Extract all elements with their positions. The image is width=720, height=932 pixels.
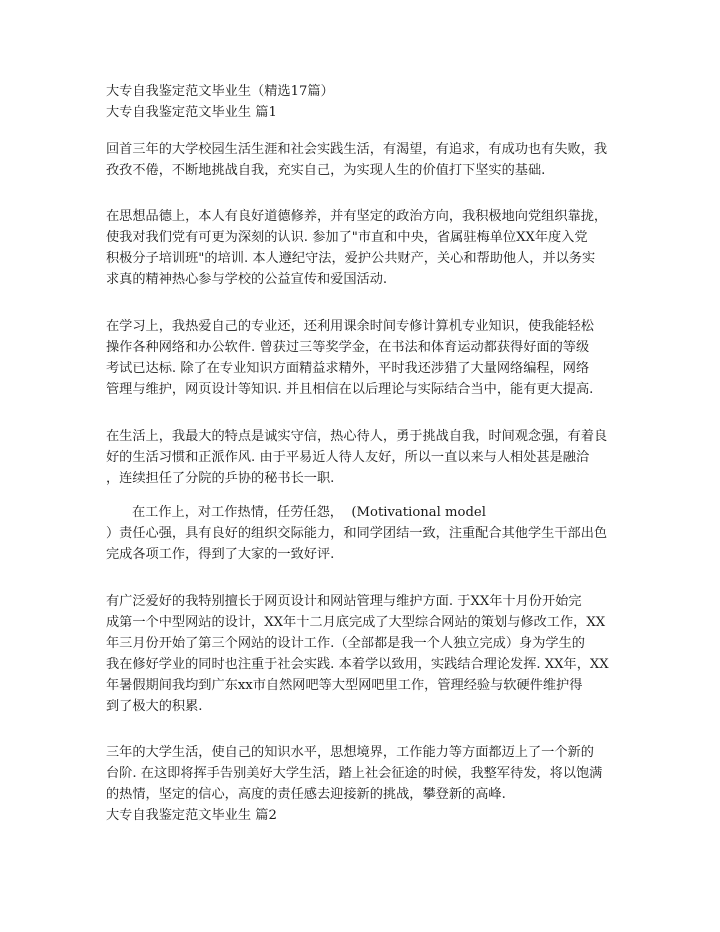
paragraph-line: 在工作上，对工作热情，任劳任怨， (Motivational model xyxy=(132,505,486,520)
paragraph-line: 管理与维护，网页设计等知识. 并且相信在以后理论与实际结合当中，能有更大提高. xyxy=(106,382,594,397)
paragraph-line: 年三月份开始了第三个网站的设计工作.（全部都是我一个人独立完成）身为学生的 xyxy=(106,636,585,651)
paragraph-line: 我在修好学业的同时也注重于社会实践. 本着学以致用，实践结合理论发挥. XX年，XX xyxy=(106,657,609,672)
paragraph-line: 在思想品德上，本人有良好道德修养，并有坚定的政治方向，我积极地向党组织靠拢， xyxy=(106,209,608,224)
paragraph-line: 考试已达标. 除了在专业知识方面精益求精外，平时我还涉猎了大量网络编程，网络 xyxy=(106,361,590,376)
paragraph-line: 在生活上，我最大的特点是诚实守信，热心待人，勇于挑战自我，时间观念强，有着良 xyxy=(106,429,608,444)
paragraph-line: ）责任心强，具有良好的组织交际能力，和同学团结一致，注重配合其他学生干部出色 xyxy=(106,526,608,541)
paragraph-line: 孜孜不倦，不断地挑战自我，充实自己，为实现人生的价值打下坚实的基础. xyxy=(106,163,546,178)
paragraph-line: 完成各项工作，得到了大家的一致好评. xyxy=(106,547,335,562)
paragraph-line: 有广泛爱好的我特别擅长于网页设计和网站管理与维护方面. 于XX年十月份开始完 xyxy=(106,594,582,609)
paragraph-line: 三年的大学生活，使自己的知识水平，思想境界，工作能力等方面都迈上了一个新的 xyxy=(106,745,594,760)
section-heading-2: 大专自我鉴定范文毕业生 篇2 xyxy=(106,808,277,823)
document-title: 大专自我鉴定范文毕业生（精选17篇） xyxy=(106,84,334,99)
paragraph-line: 在学习上，我热爱自己的专业还，还利用课余时间专修计算机专业知识，使我能轻松 xyxy=(106,319,594,334)
paragraph-line: 台阶. 在这即将挥手告别美好大学生活，踏上社会征途的时候，我整军待发，将以饱满 xyxy=(106,766,603,781)
paragraph-line: 的热情，坚定的信心，高度的责任感去迎接新的挑战，攀登新的高峰. xyxy=(106,787,506,802)
paragraph-line: 求真的精神热心参与学校的公益宣传和爱国活动. xyxy=(106,272,388,287)
section-heading-1: 大专自我鉴定范文毕业生 篇1 xyxy=(106,105,277,120)
paragraph-line: 到了极大的积累. xyxy=(106,699,203,714)
paragraph-line: 成第一个中型网站的设计，XX年十二月底完成了大型综合网站的策划与修改工作，XX xyxy=(106,615,606,630)
paragraph-line: 回首三年的大学校园生活生涯和社会实践生活，有渴望，有追求，有成功也有失败，我 xyxy=(106,142,608,157)
paragraph-line: 操作各种网络和办公软件. 曾获过三等奖学金，在书法和体育运动都获得好面的等级 xyxy=(106,340,590,355)
paragraph-line: 使我对我们党有可更为深刻的认识. 参加了"市直和中央，省属驻梅单位XX年度入党 xyxy=(106,230,588,245)
paragraph-line: 年暑假期间我均到广东xx市自然网吧等大型网吧里工作，管理经验与软硬件维护得 xyxy=(106,678,583,693)
paragraph-line: 积极分子培训班"的培训. 本人遵纪守法，爱护公共财产，关心和帮助他人，并以务实 xyxy=(106,251,596,266)
paragraph-line: 好的生活习惯和正派作风. 由于平易近人待人友好，所以一直以来与人相处甚是融洽 xyxy=(106,450,590,465)
paragraph-line: ，连续担任了分院的乒协的秘书长一职. xyxy=(106,471,335,486)
